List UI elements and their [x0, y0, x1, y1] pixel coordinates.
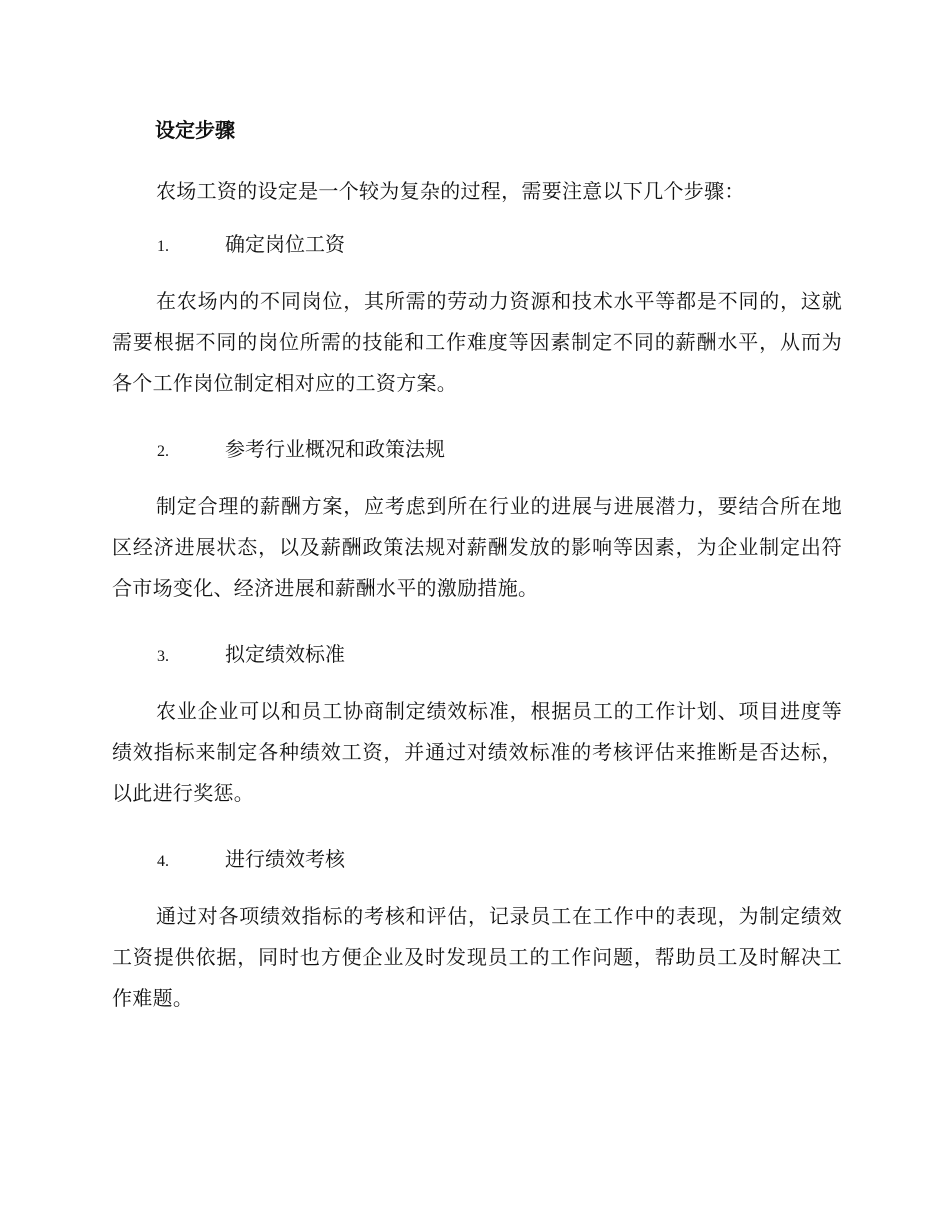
step-2-heading: [157, 435, 445, 466]
step-3-body: 农业企业可以和员工协商制定绩效标准，根据员工的工作计划、项目进度等绩效指标来制定各种绩效工资，并通过对绩效标准的考核评估来推断是否达标，以此进行奖惩。: [112, 699, 842, 805]
step-1-body: 在农场内的不同岗位，其所需的劳动力资源和技术水平等都是不同的，这就需要根据不同的岗位所需的技能和工作难度等因素制定不同的薪酬水平，从而为各个工作岗位制定相对应的工资方案。: [112, 289, 842, 395]
step-4-number: 4.: [157, 853, 169, 870]
step-3-heading: [157, 640, 345, 671]
intro-paragraph: 农场工资的设定是一个较为复杂的过程，需要注意以下几个步骤：: [156, 179, 745, 203]
step-3-title: 拟定绩效标准: [225, 642, 345, 666]
step-4-title: 进行绩效考核: [225, 847, 345, 871]
step-4-heading: [157, 845, 345, 876]
step-1-number: 1.: [157, 238, 169, 255]
step-3-number: 3.: [157, 648, 169, 665]
step-2-body: 制定合理的薪酬方案，应考虑到所在行业的进展与进展潜力，要结合所在地区经济进展状态，以及薪酬政策法规对薪酬发放的影响等因素，为企业制定出符合市场变化、经济进展和薪酬水平的激励措施。: [112, 494, 842, 600]
step-1-heading: [157, 230, 345, 261]
step-2-number: 2.: [157, 443, 169, 460]
step-4-body: 通过对各项绩效指标的考核和评估，记录员工在工作中的表现，为制定绩效工资提供依据，同时也方便企业及时发现员工的工作问题，帮助员工及时解决工作难题。: [112, 904, 842, 1010]
step-1-title: 确定岗位工资: [225, 232, 345, 256]
section-heading: 设定步骤: [155, 118, 235, 142]
step-2-title: 参考行业概况和政策法规: [225, 437, 445, 461]
